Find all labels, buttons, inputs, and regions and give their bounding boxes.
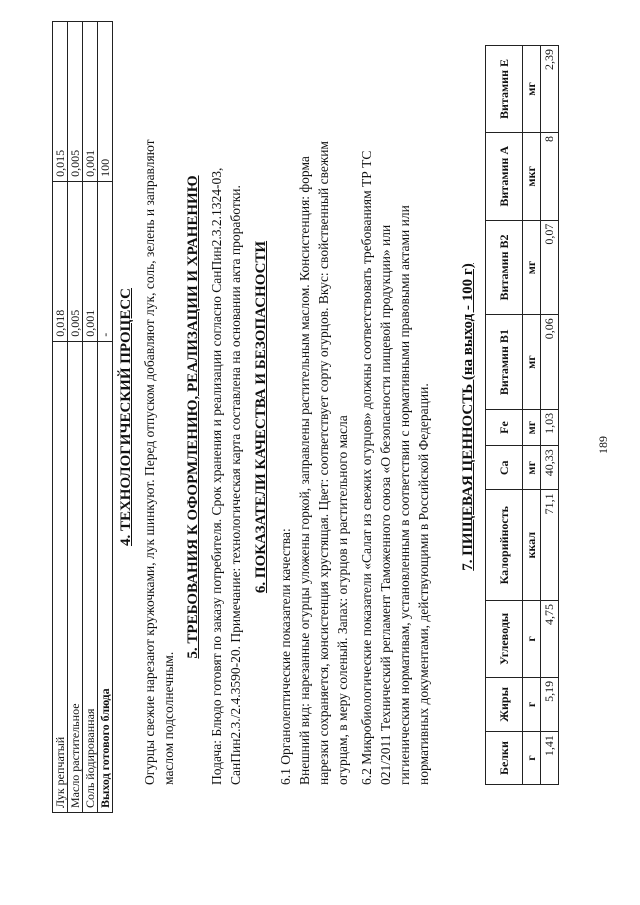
ingredient-row (53, 22, 68, 813)
nutrition-unit: мг (523, 46, 541, 133)
ingredient-net: 0,005 (68, 22, 83, 182)
nutrition-unit: г (523, 601, 541, 678)
nutrition-header: Витамин В1 (486, 315, 523, 410)
section-6-title: 6. ПОКАЗАТЕЛИ КАЧЕСТВА И БЕЗОПАСНОСТИ (253, 240, 269, 594)
section-7-title: 7. ПИЩЕВАЯ ЦЕННОСТЬ (на выход - 100 г) (460, 263, 476, 571)
ingredient-name: Масло растительное (68, 341, 83, 812)
nutrition-unit: мг (523, 220, 541, 315)
nutrition-header: Жиры (486, 677, 523, 731)
nutrition-value: 5,19 (541, 677, 559, 731)
nutrition-header: Fe (486, 409, 523, 445)
nutrition-value: 1,03 (541, 409, 559, 445)
nutrition-unit: г (523, 732, 541, 785)
nutrition-value: 0,07 (541, 220, 559, 315)
nutrition-value-row (541, 46, 559, 785)
ingredient-gross: - (98, 181, 113, 341)
section-4-title: 4. ТЕХНОЛОГИЧЕСКИЙ ПРОЦЕСС (118, 287, 134, 547)
ingredients-table (52, 21, 113, 813)
nutrition-value: 40,33 (541, 446, 559, 490)
nutrition-unit: мг (523, 409, 541, 445)
nutrition-header-row (486, 46, 523, 785)
nutrition-value: 71,1 (541, 490, 559, 601)
ingredient-name: Выход готового блюда (98, 341, 113, 812)
page-number: 189 (596, 436, 610, 454)
section-4-text: Огурцы свежие нарезают кружочками, лук шинкуют. Перед отпуском добавляют лук, соль, зелень и заправляют маслом подсолнечным. (142, 139, 176, 785)
nutrition-value: 0,06 (541, 315, 559, 410)
nutrition-value: 2,39 (541, 46, 559, 133)
section-5-text: Подача: Блюдо готовят по заказу потребителя. Срок хранения и реализации согласно СанПин2.3.2.1324-03, СанПин2.3./2.4.3590-20. Примечание: технологическая карта составлена на основании акта проработки. (209, 167, 243, 785)
nutrition-value: 4,75 (541, 601, 559, 678)
section-5-title: 5. ТРЕБОВАНИЯ К ОФОРМЛЕНИЮ, РЕАЛИЗАЦИИ И ХРАНЕНИЮ (185, 175, 201, 659)
ingredient-gross: 0,018 (53, 181, 68, 341)
nutrition-header: Ca (486, 446, 523, 490)
nutrition-header: Витамин В2 (486, 220, 523, 315)
ingredient-gross: 0,005 (68, 181, 83, 341)
nutrition-unit: мг (523, 315, 541, 410)
ingredient-gross: 0,001 (83, 181, 98, 341)
ingredient-row (98, 22, 113, 813)
nutrition-value: 1,41 (541, 732, 559, 785)
nutrition-unit: ккал (523, 490, 541, 601)
nutrition-header: Белки (486, 732, 523, 785)
ingredient-net: 0,001 (83, 22, 98, 182)
section-6-2-text: 6.2 Микробиологические показатели «Салат из свежих огурцов» должны соответствовать требованиям ТР ТС 021/2011 Технический регламент Таможенного союза «О безопасности пищевой продукции» или гигиеническим нормативам, установленным в соответствии с нормативными правовыми актами или нормативных документами, действующими в Российской Федерации. (359, 150, 431, 785)
nutrition-header: Углеводы (486, 601, 523, 678)
ingredient-name: Лук репчатый (53, 341, 68, 812)
nutrition-unit: мкг (523, 132, 541, 220)
nutrition-header: Витамин Е (486, 46, 523, 133)
nutrition-unit-row (523, 46, 541, 785)
nutrition-header: Калорийность (486, 490, 523, 601)
nutrition-value: 8 (541, 132, 559, 220)
ingredient-net: 100 (98, 22, 113, 182)
ingredient-name: Соль йодированная (83, 341, 98, 812)
nutrition-unit: г (523, 677, 541, 731)
nutrition-table (485, 45, 559, 785)
ingredient-row (83, 22, 98, 813)
ingredient-row (68, 22, 83, 813)
section-6-1-text: 6.1 Органолептические показатели качества: Внешний вид: нарезанные огурцы уложены горкой, заправлены растительным маслом. Консистенция: форма нарезки сохраняется, консистенция хрустящая. Цвет: соответствует сорту огурцов. Вкус: свойственный свежим огурцам, в меру соленый. Запах: огурцов и растительного масла (278, 141, 350, 785)
ingredient-net: 0,015 (53, 22, 68, 182)
nutrition-header: Витамин А (486, 132, 523, 220)
nutrition-unit: мг (523, 446, 541, 490)
